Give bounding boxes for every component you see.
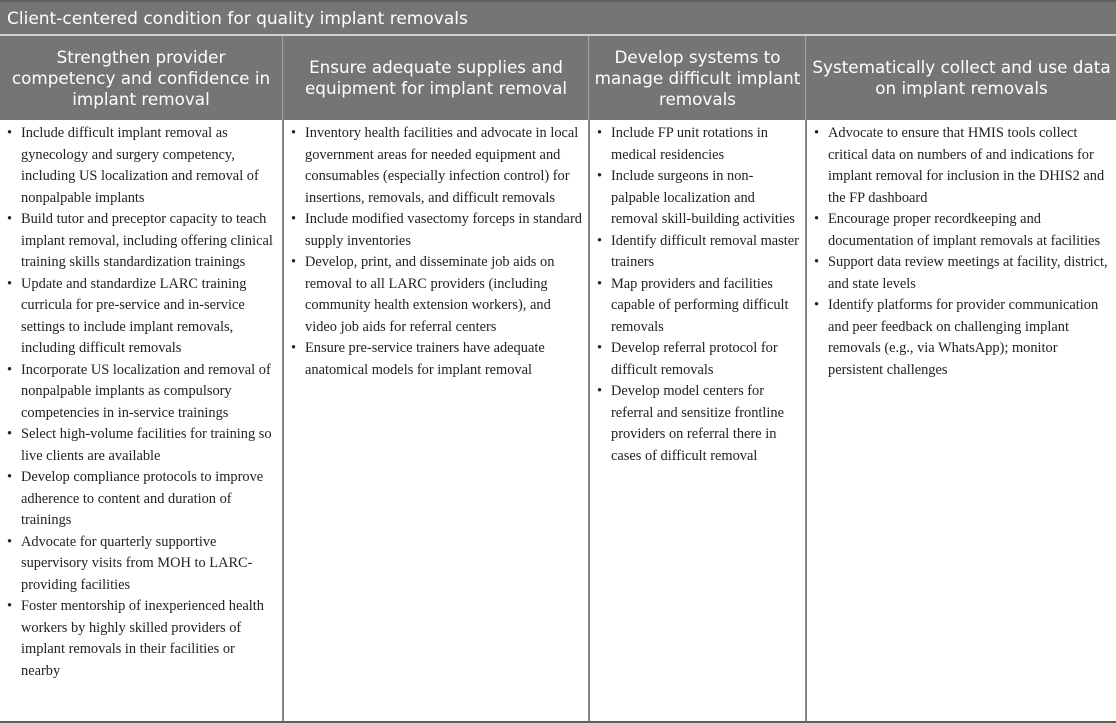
list-item: • Map providers and facilities capable of performing difficult removals [597,275,789,335]
column-body [0,120,283,721]
column-difficult-removals [590,36,807,721]
list-item: • Encourage proper recordkeeping and documentation of implant removals at facilities [814,211,1101,249]
list-item: • Include modified vasectomy forceps in standard supply inventories [291,211,582,249]
column-supplies-equipment [284,36,590,721]
column-body [284,120,589,721]
column-header: Ensure adequate supplies and equipment for implant removal [284,36,589,120]
list-item: • Inventory health facilities and advocate in local government areas for needed equipment and consumables (especially infection control) for insertions, removals, and difficult removals [291,125,579,206]
item-list [813,123,1110,381]
column-header: Strengthen provider competency and confidence in implant removal [0,36,283,120]
item-list [596,123,799,467]
column-body [590,120,806,721]
table-title: Client-centered condition for quality implant removals [0,2,1116,36]
list-item: • Incorporate US localization and removal of nonpalpable implants as compulsory competencies in in-service trainings [7,361,271,421]
list-item: • Develop model centers for referral and sensitize frontline providers on referral there in cases of difficult removal [597,383,785,464]
column-data-collection [807,36,1116,721]
list-item: • Develop referral protocol for difficult removals [597,340,778,378]
list-item: • Advocate to ensure that HMIS tools collect critical data on numbers of and indications for implant removal for inclusion in the DHIS2 and the FP dashboard [814,125,1105,206]
list-item: • Develop compliance protocols to improve adherence to content and duration of trainings [7,469,264,528]
list-item: • Develop, print, and disseminate job aids on removal to all LARC providers (including community health extension workers), and video job aids for referral centers [291,254,555,335]
list-item: • Foster mentorship of inexperienced health workers by highly skilled providers of implant removals in their facilities or nearby [7,598,264,679]
list-item: • Build tutor and preceptor capacity to teach implant removal, including offering clinical training skills standardization trainings [7,211,273,270]
item-list [6,123,276,682]
column-body [807,120,1116,721]
item-list [290,123,582,381]
list-item: • Advocate for quarterly supportive supervisory visits from MOH to LARC-providing facilities [7,533,253,593]
list-item: • Identify platforms for provider communication and peer feedback on challenging implant removals (e.g., via WhatsApp); monitor persistent challenges [814,297,1099,378]
column-header: Develop systems to manage difficult implant removals [590,36,806,120]
list-item: • Include FP unit rotations in medical residencies [597,125,768,163]
column-provider-competency [0,36,284,721]
list-item: • Include difficult implant removal as gynecology and surgery competency, including US localization and removal of nonpalpable implants [7,125,259,206]
list-item: • Ensure pre-service trainers have adequate anatomical models for implant removal [291,340,545,378]
column-header: Systematically collect and use data on implant removals [807,36,1116,120]
list-item: • Select high-volume facilities for training so live clients are available [7,426,272,464]
list-item: • Include surgeons in non-palpable localization and removal skill-building activities [597,168,795,227]
table-columns [0,36,1116,721]
list-item: • Identify difficult removal master trainers [597,232,799,270]
list-item: • Support data review meetings at facility, district, and state levels [814,254,1108,292]
list-item: • Update and standardize LARC training curricula for pre-service and in-service settings to include implant removals, including difficult removals [7,275,247,356]
